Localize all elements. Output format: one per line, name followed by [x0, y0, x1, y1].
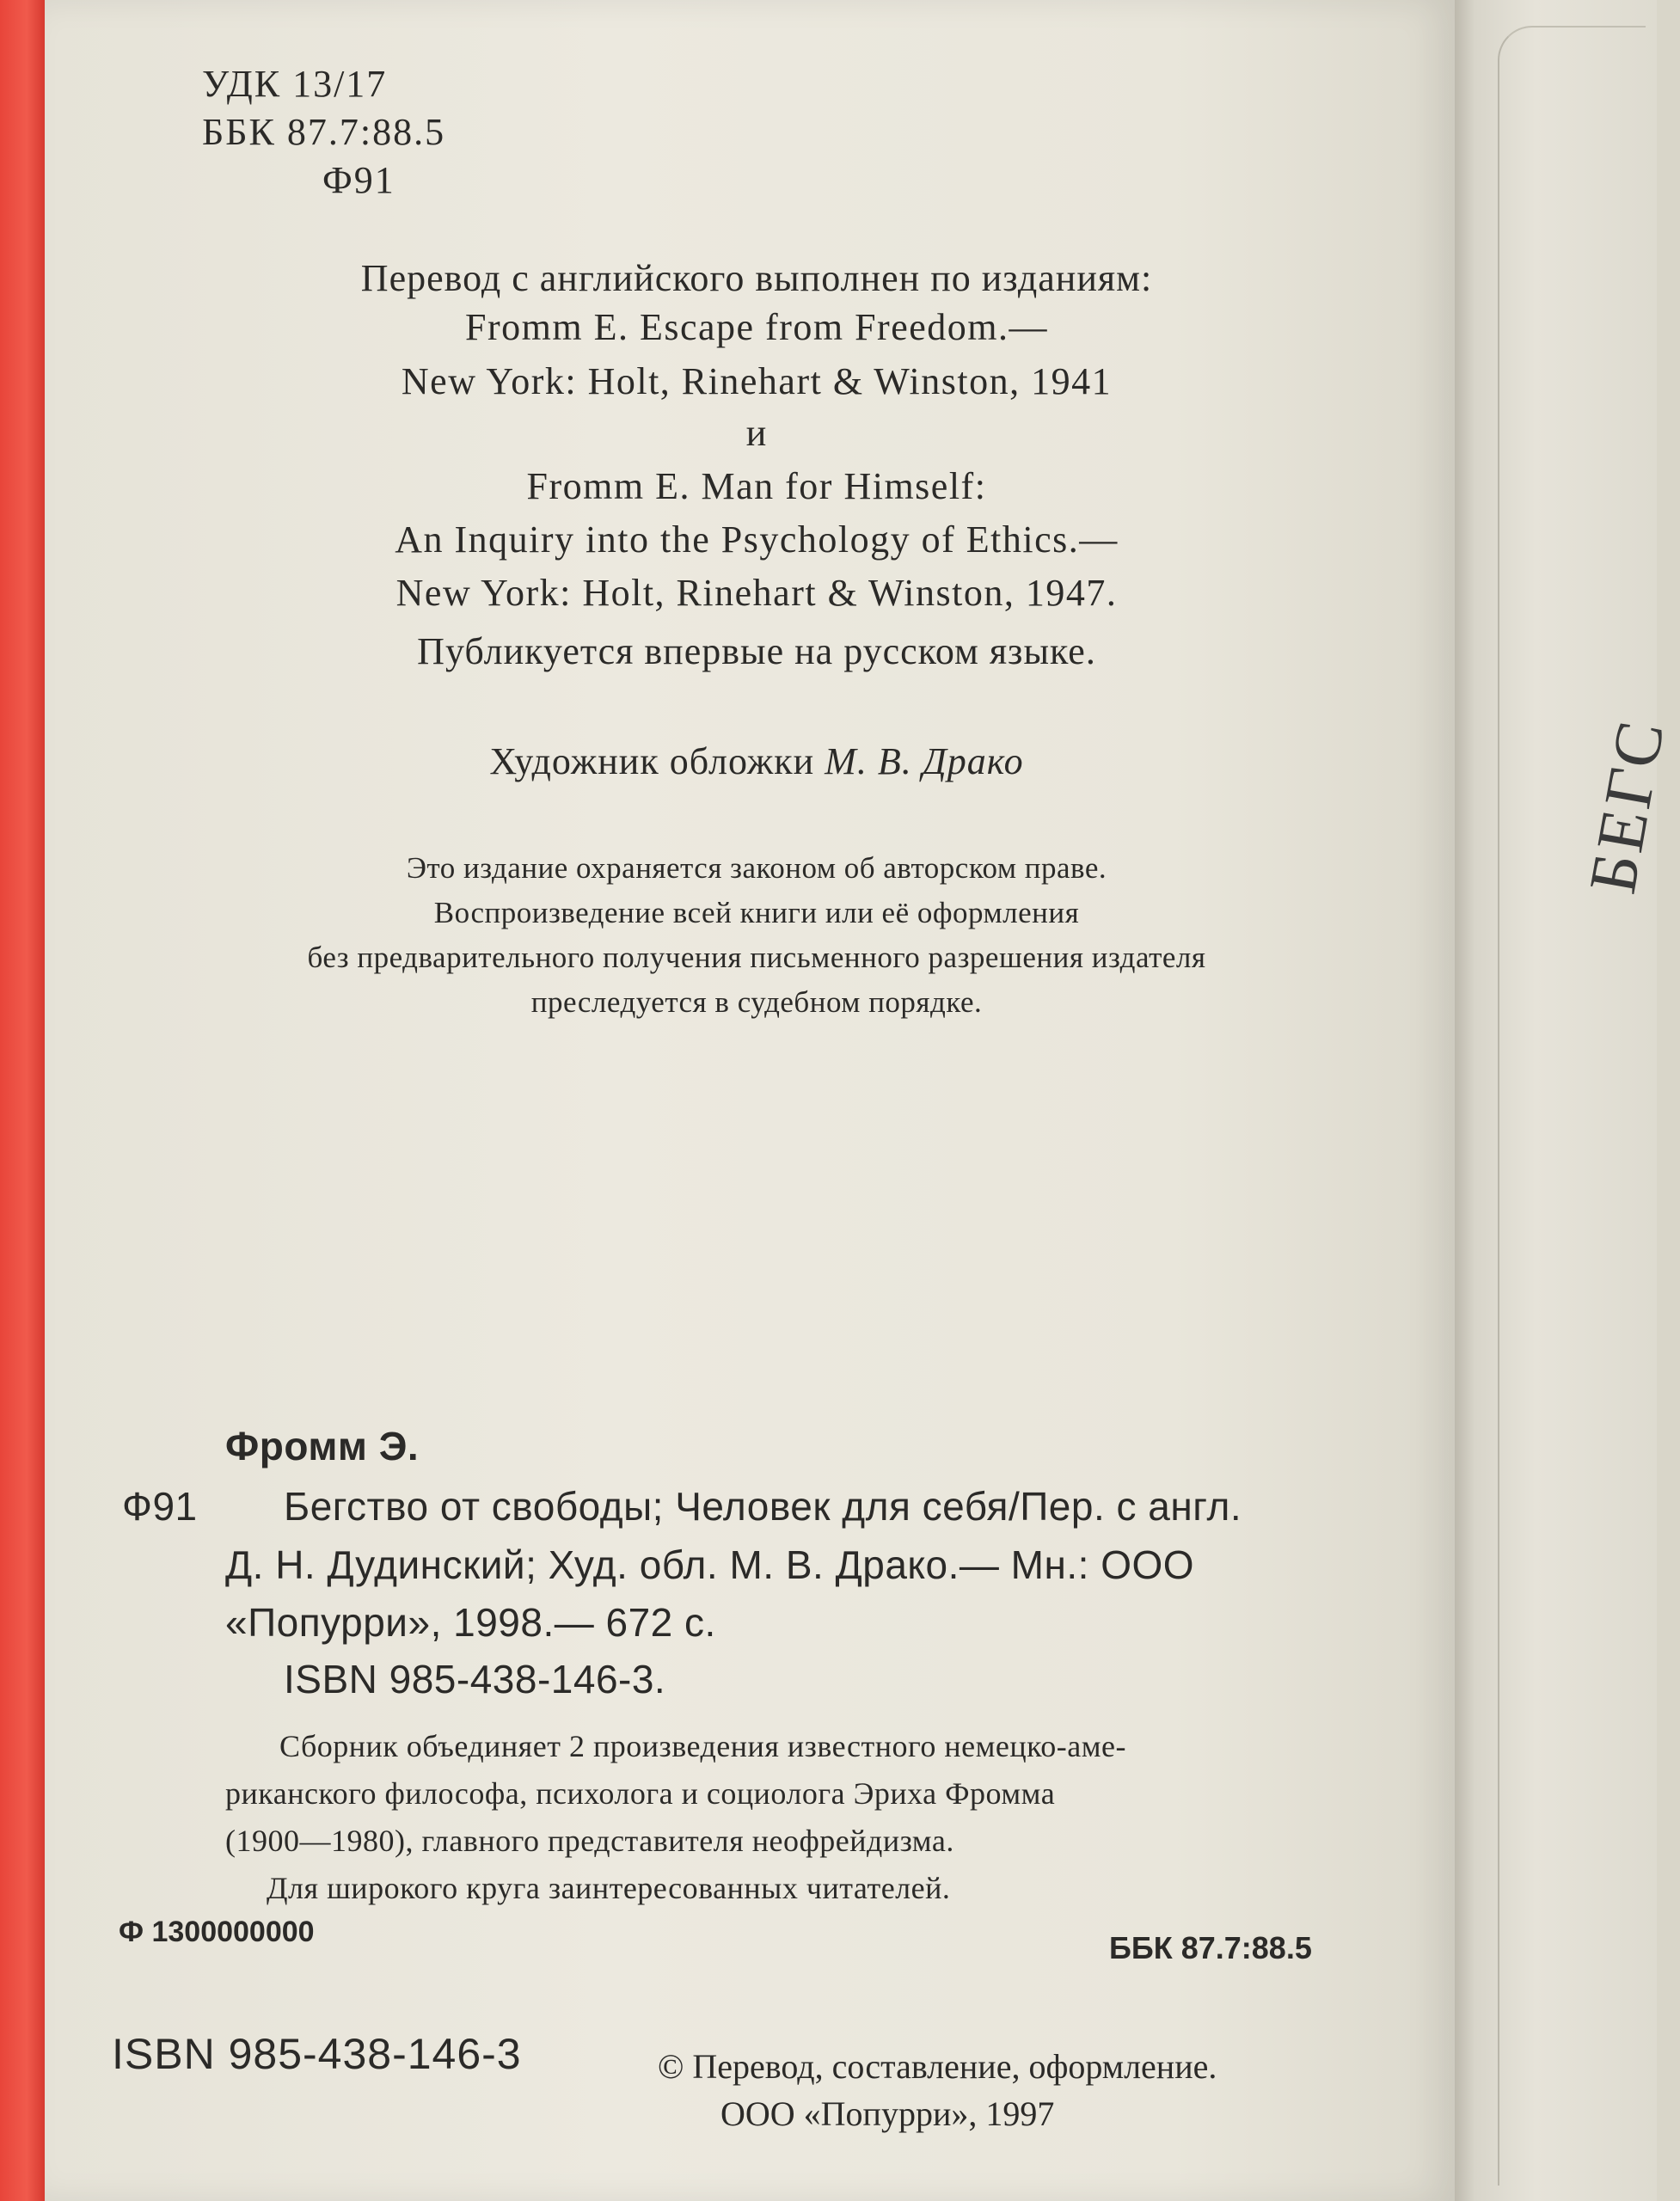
translation-line: Fromm E. Man for Himself: [526, 465, 987, 507]
copyright-line: © Перевод, составление, оформление. [658, 2047, 1217, 2086]
bbk-line: ББК 87.7:88.5 [202, 111, 446, 153]
notice-line: Воспроизведение всей книги или её оформления [433, 896, 1080, 929]
abstract-line: риканского философа, психолога и социолога Эриха Фромма [225, 1776, 1056, 1811]
abstract-line: (1900—1980), главного представителя неофрейдизма. [225, 1824, 954, 1858]
translation-line: Публикуется впервые на русском языке. [417, 630, 1096, 672]
biblio-isbn: ISBN 985-438-146-3. [284, 1657, 666, 1701]
translation-line: New York: Holt, Rinehart & Winston, 1941 [401, 360, 1113, 402]
cover-artist-name: М. В. Драко [825, 740, 1024, 782]
abstract-line: Для широкого круга заинтересованных читателей. [267, 1871, 951, 1905]
translation-line: An Inquiry into the Psychology of Ethics.— [395, 518, 1119, 561]
footer-bbk: ББК 87.7:88.5 [1109, 1930, 1312, 1965]
f-code: Ф 1300000000 [119, 1916, 315, 1948]
red-cover-edge [0, 0, 45, 2201]
notice-line: без предварительного получения письменного разрешения издателя [307, 941, 1206, 974]
notice-line: преследуется в судебном порядке. [530, 985, 983, 1019]
notice-line: Это издание охраняется законом об авторском праве. [406, 851, 1107, 885]
adjacent-page-border [1498, 26, 1646, 2186]
biblio-line: Д. Н. Дудинский; Худ. обл. М. В. Драко.— Мн.: ООО [225, 1542, 1195, 1587]
biblio-line: «Попурри», 1998.— 672 с. [225, 1600, 716, 1645]
copyright-line: ООО «Попурри», 1997 [720, 2094, 1055, 2133]
translation-line: New York: Holt, Rinehart & Winston, 1947. [395, 572, 1118, 614]
translation-line: Перевод с английского выполнен по изданиям: [360, 257, 1153, 299]
cover-artist [241, 739, 1272, 783]
author: Фромм Э. [225, 1424, 420, 1468]
translation-line: и [745, 412, 768, 454]
biblio-line: Бегство от свободы; Человек для себя/Пер. с англ. [284, 1484, 1242, 1529]
footer-isbn: ISBN 985-438-146-3 [112, 2030, 522, 2078]
code-line: Ф91 [322, 159, 395, 201]
translation-line: Fromm E. Escape from Freedom.— [465, 306, 1048, 348]
abstract-line: Сборник объединяет 2 произведения известного немецко-аме- [279, 1729, 1127, 1763]
adjacent-page-text: БЕГС [1573, 712, 1679, 899]
biblio-code: Ф91 [122, 1484, 198, 1529]
udk-line: УДК 13/17 [202, 63, 388, 105]
cover-artist-label: Художник обложки [489, 740, 815, 782]
